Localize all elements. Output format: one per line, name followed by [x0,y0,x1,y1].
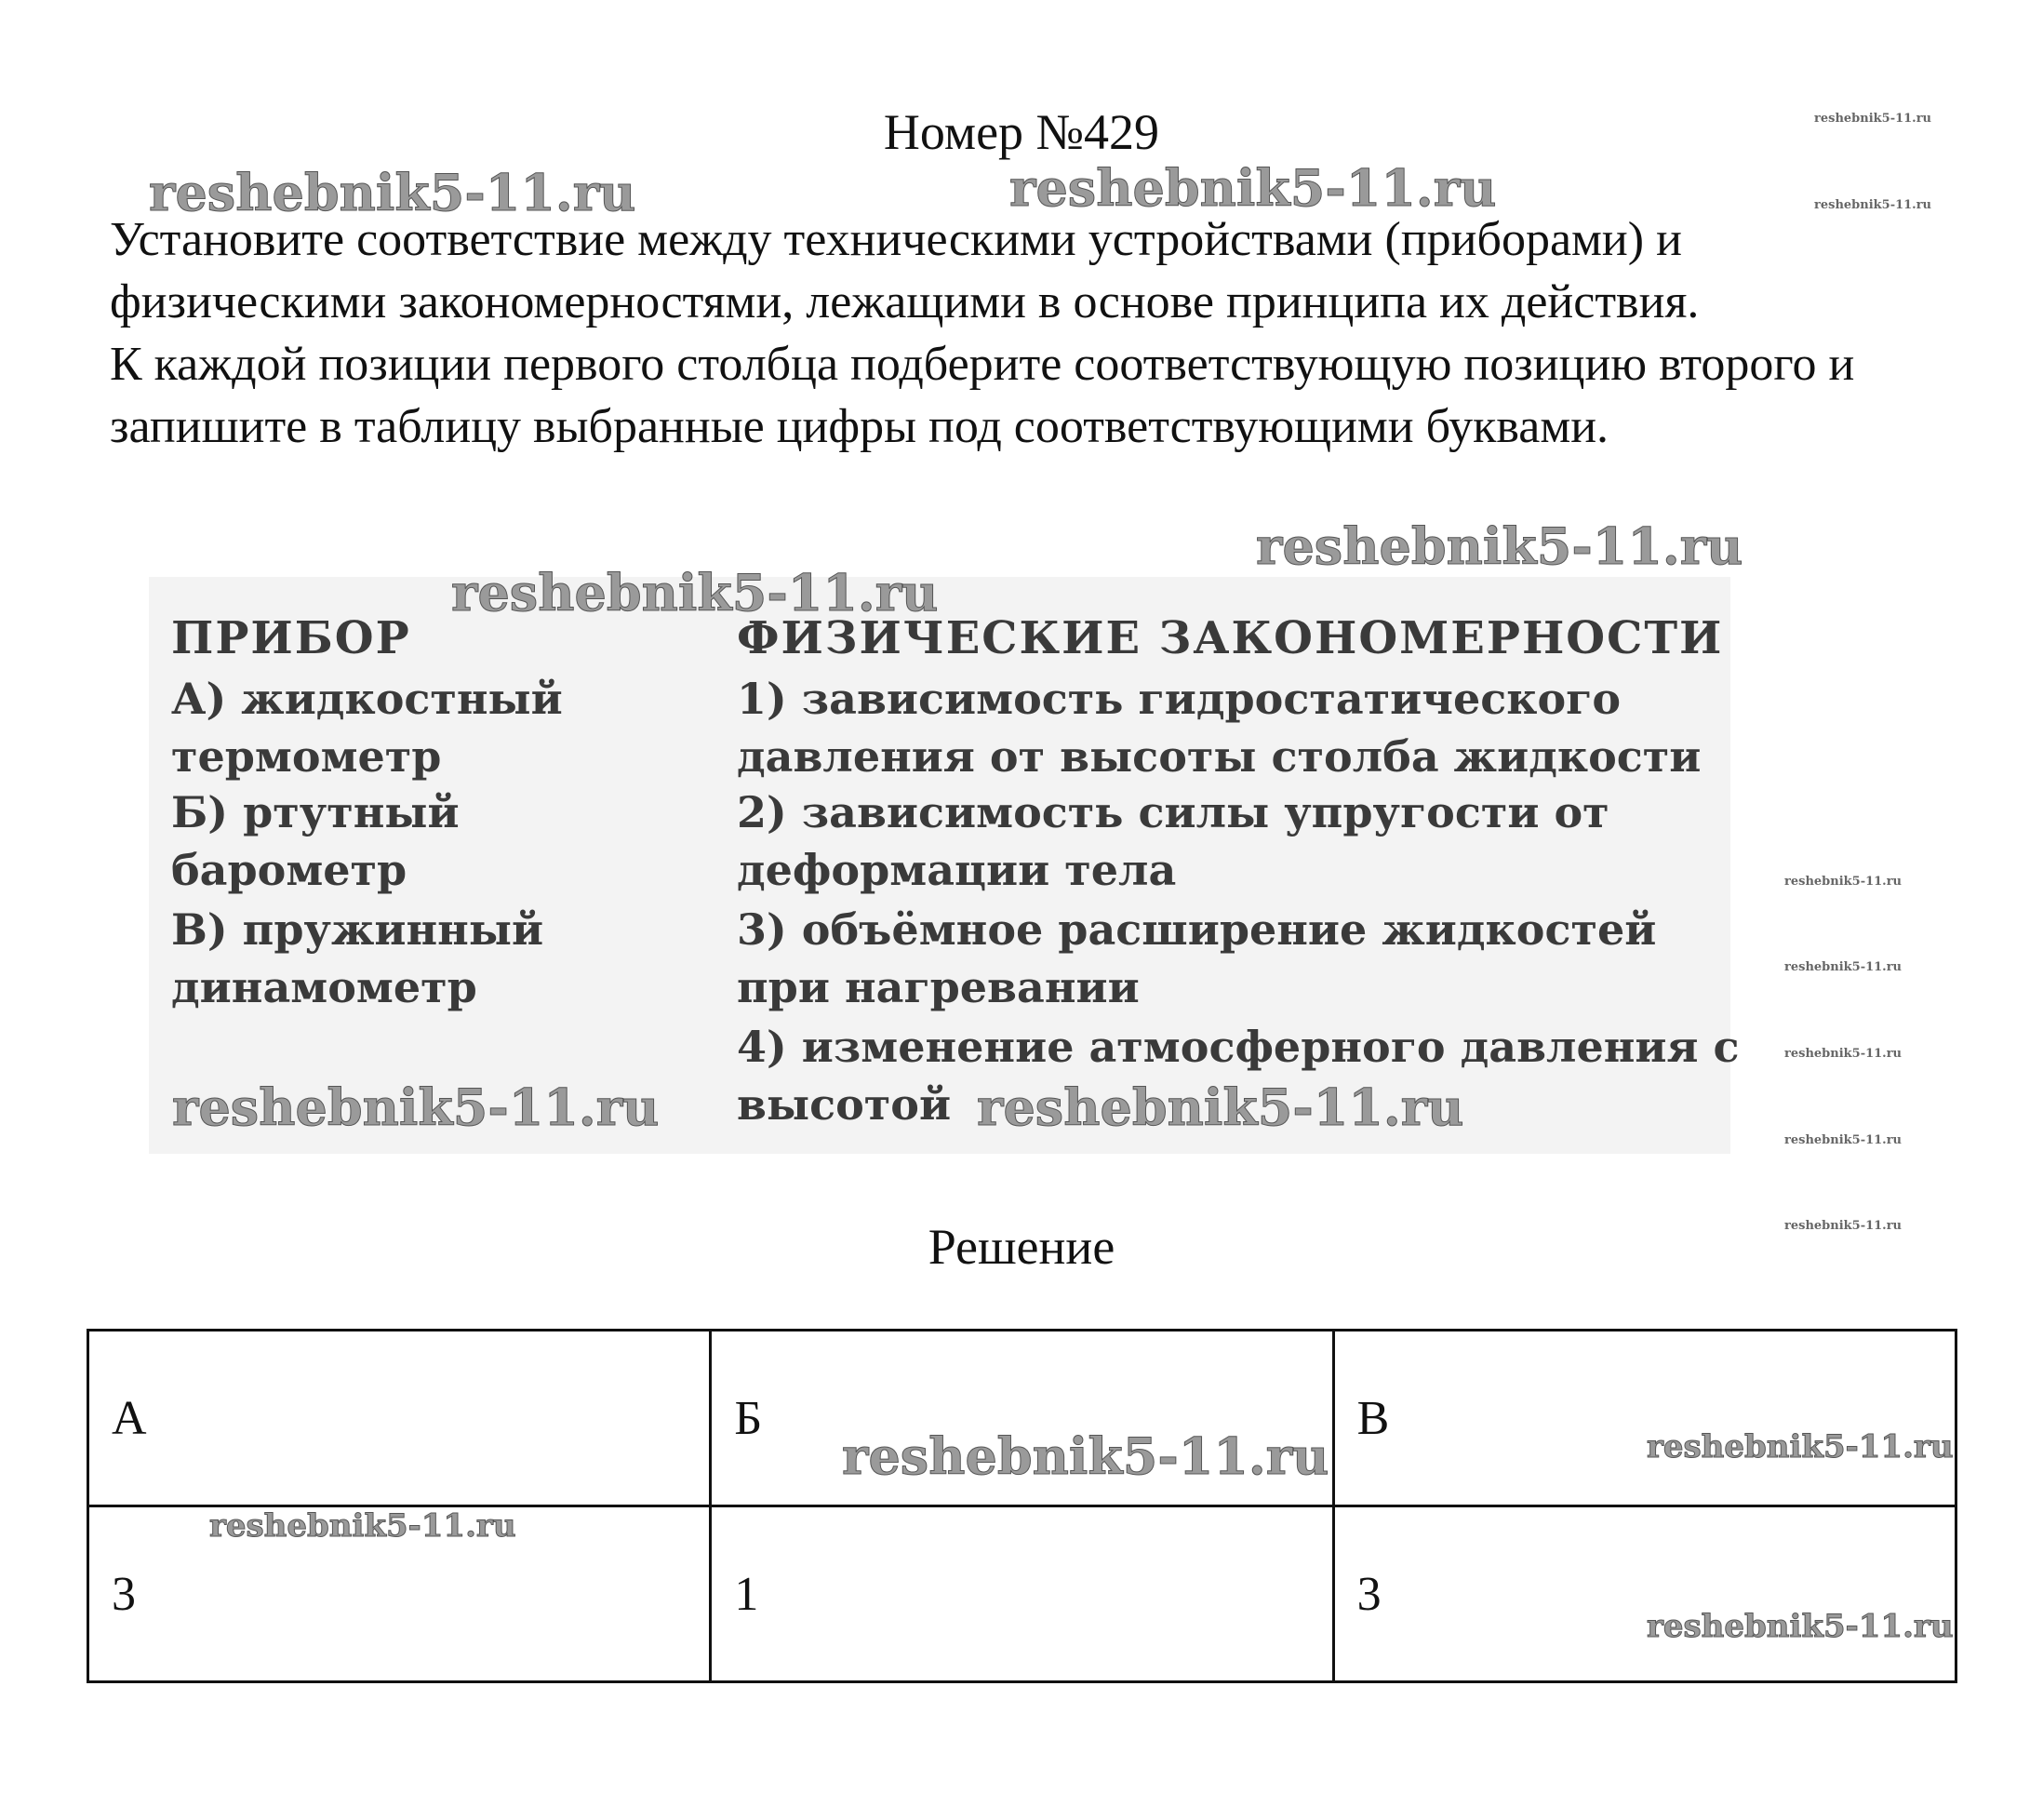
watermark: reshebnik5-11.ru [1009,158,1497,218]
watermark: reshebnik5-11.ru [1784,1219,1903,1233]
task-paragraph-1: Установите соответствие между техническими устройствами (приборами) и физическими закономерностями, лежащими в основе принципа их действия. [110,213,1700,328]
devices-header: ПРИБОР [171,612,411,664]
device-c: В) пружинный динамометр [171,904,544,1012]
law-4: 4) изменение атмосферного давления с высотой [737,1022,1740,1130]
watermark: reshebnik5-11.ru [1647,1428,1954,1465]
solution-title: Решение [928,1219,1115,1275]
watermark: reshebnik5-11.ru [1647,1608,1954,1645]
task-text [110,208,1970,458]
watermark: reshebnik5-11.ru [1784,1047,1903,1061]
watermark: reshebnik5-11.ru [209,1507,516,1545]
matching-scan [149,577,1740,1154]
watermark: reshebnik5-11.ru [842,1426,1329,1486]
watermark: reshebnik5-11.ru [1784,875,1903,889]
device-b: Б) ртутный барометр [171,787,460,895]
answer-value-a: 3 [88,1506,711,1682]
watermark: reshebnik5-11.ru [172,1077,660,1137]
watermark: reshebnik5-11.ru [1784,1133,1903,1147]
device-a: А) жидкостный термометр [171,674,563,782]
answer-header-b: Б [711,1331,1333,1506]
task-paragraph-2: К каждой позиции первого столбца подберите соответствующую позицию второго и запишите в таблицу выбранные цифры под соответствующими буквами. [110,338,1855,453]
law-2: 2) зависимость силы упругости от деформации тела [737,787,1609,895]
law-3: 3) объёмное расширение жидкостей при нагревании [737,904,1657,1012]
answer-value-b: 1 [711,1506,1333,1682]
watermark: reshebnik5-11.ru [1814,112,1932,126]
watermark: reshebnik5-11.ru [977,1077,1464,1137]
watermark: reshebnik5-11.ru [1784,960,1903,974]
watermark: reshebnik5-11.ru [1814,198,1932,212]
answer-value-c: 3 [1333,1506,1956,1682]
watermark: reshebnik5-11.ru [1256,516,1743,576]
answer-header-a: А [88,1331,711,1506]
watermark: reshebnik5-11.ru [149,163,636,222]
answer-header-c: В [1333,1331,1956,1506]
page-title: Номер №429 [883,104,1160,160]
law-1: 1) зависимость гидростатического давления от высоты столба жидкости [737,674,1702,782]
laws-header: ФИЗИЧЕСКИЕ ЗАКОНОМЕРНОСТИ [737,612,1724,664]
watermark: reshebnik5-11.ru [451,563,939,622]
